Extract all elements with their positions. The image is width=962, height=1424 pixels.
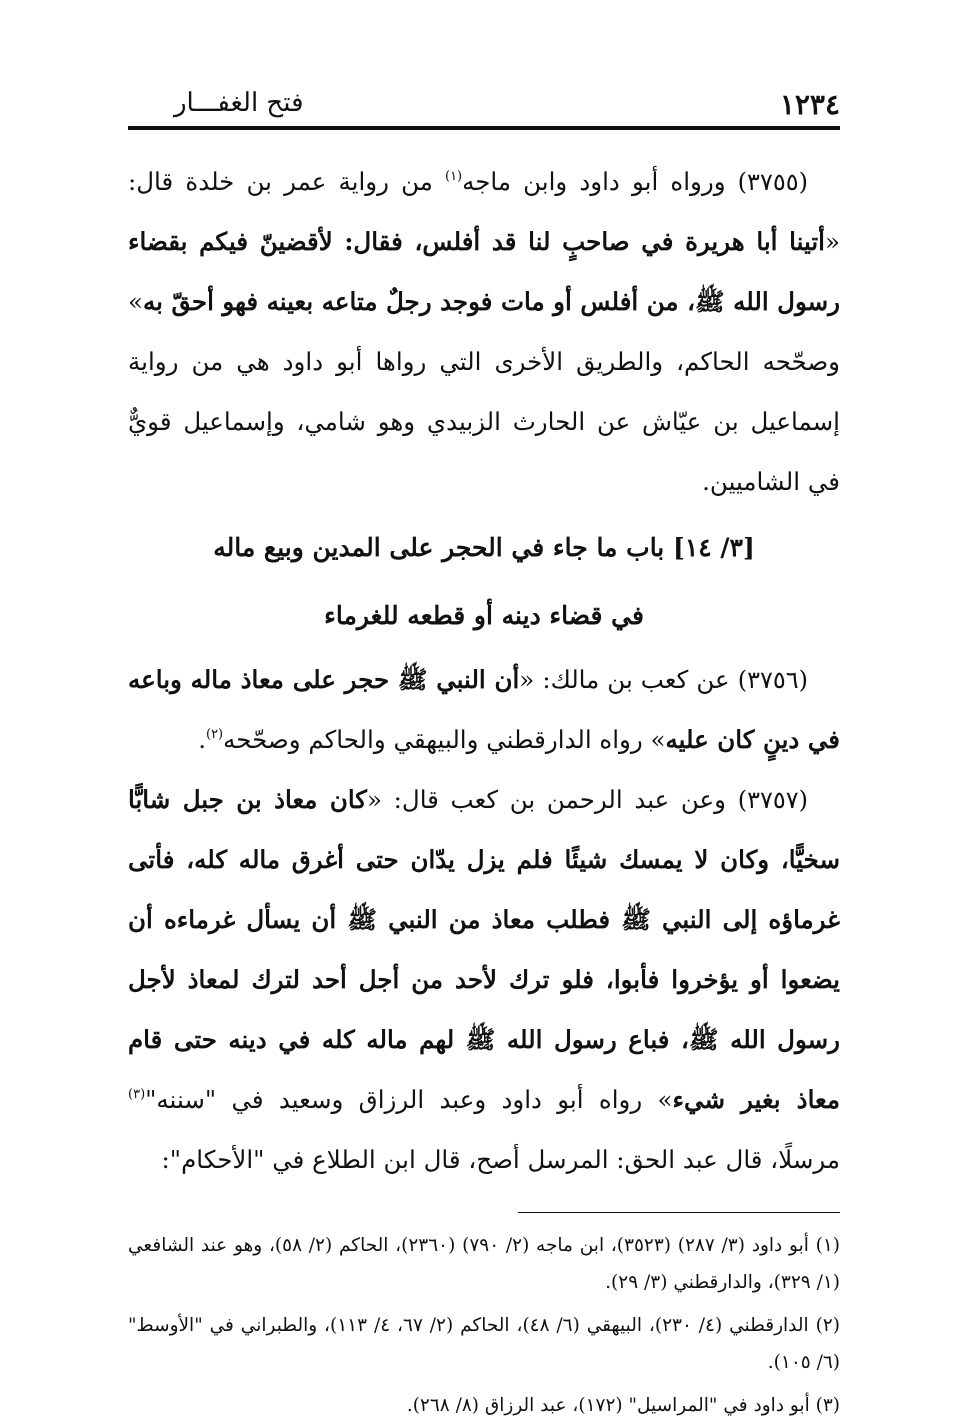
page-number: ١٢٣٤: [779, 88, 840, 121]
book-title: فتح الغفـــار: [174, 88, 304, 118]
footnote-ref[interactable]: (٢): [205, 727, 224, 742]
hadith-number: (٣٧٥٧): [737, 786, 808, 814]
hadith-commentary: » رواه أبو داود وعبد الرزاق وسعيد في "سننه": [145, 1085, 673, 1114]
footnote-divider: [518, 1212, 840, 1213]
chapter-heading-line1: [٣/ ١٤] باب ما جاء في الحجر على المدين وبيع ماله: [213, 533, 755, 562]
chapter-heading-line2: في قضاء دينه أو قطعه للغرماء: [324, 601, 644, 630]
hadith-commentary: » وصحّحه الحاكم، والطريق الأخرى التي رواها أبو داود هي من رواية إسماعيل بن عيّاش عن الحارث الزبيدي وهو شامي، وإسماعيل قويٌّ في الشاميين.: [128, 287, 840, 496]
main-text: [128, 152, 840, 1190]
hadith-quote: أتينا أبا هريرة في صاحبٍ لنا قد أفلس، فقال: لأقضينّ فيكم بقضاء رسول الله ﷺ، من أفلس أو مات فوجد رجلٌ متاعه بعينه فهو أحقّ به: [128, 227, 840, 316]
footnotes: [128, 1227, 840, 1424]
footnote-2: (٢) الدارقطني (٤/ ٢٣٠)، البيهقي (٦/ ٤٨)، الحاكم (٢/ ٦٧، ٤/ ١١٣)، والطبراني في "الأوسط" (٦/ ١٠٥).: [128, 1315, 840, 1373]
hadith-number: (٣٧٥٥): [737, 168, 808, 196]
hadith-end: مرسلًا، قال عبد الحق: المرسل أصح، قال ابن الطلاع في "الأحكام":: [161, 1145, 840, 1174]
hadith-end: .: [198, 725, 206, 754]
hadith-intro: وعن عبد الرحمن بن كعب قال: «: [366, 785, 726, 814]
book-page: [128, 84, 840, 1416]
running-header: [128, 84, 840, 130]
hadith-entry-3756: [128, 650, 840, 770]
hadith-commentary: » رواه الدارقطني والبيهقي والحاكم وصحّحه: [223, 725, 666, 754]
hadith-number: (٣٧٥٦): [737, 666, 809, 694]
footnote-1: (١) أبو داود (٣/ ٢٨٧) (٣٥٢٣)، ابن ماجه (٢/ ٧٩٠) (٢٣٦٠)، الحاكم (٢/ ٥٨)، وهو عند الشافعي (١/ ٣٢٩)، والدارقطني (٣/ ٢٩).: [128, 1235, 840, 1293]
hadith-quote: أن النبي ﷺ حجر على معاذ ماله وباعه في دينٍ كان عليه: [128, 665, 840, 754]
footnote-ref[interactable]: (٣): [128, 1087, 146, 1102]
hadith-quote: كان معاذ بن جبل شابًّا سخيًّا، وكان لا يمسك شيئًا فلم يزل يدّان حتى أغرق ماله كله، فأتى غرماؤه إلى النبي ﷺ فطلب معاذ من النبي ﷺ أن يسأل غرماءه أن يضعوا أو يؤخروا فأبوا، فلو ترك لأحد من أجل أحد لترك لمعاذ لأجل رسول الله ﷺ، فباع رسول الله ﷺ لهم ماله كله في دينه حتى قام معاذ بغير شيء: [128, 785, 840, 1114]
hadith-intro-cont: من رواية عمر بن خلدة قال: «: [128, 167, 840, 256]
hadith-entry-3757: [128, 770, 840, 1190]
footnote-3: (٣) أبو داود في "المراسيل" (١٧٢)، عبد الرزاق (٨/ ٢٦٨).: [406, 1395, 840, 1416]
hadith-intro: عن كعب بن مالك: «: [519, 665, 730, 694]
hadith-intro: ورواه أبو داود وابن ماجه: [462, 167, 726, 196]
footnote-ref[interactable]: (١): [444, 169, 463, 184]
hadith-entry-3755: [128, 152, 840, 512]
chapter-heading: [128, 514, 840, 650]
